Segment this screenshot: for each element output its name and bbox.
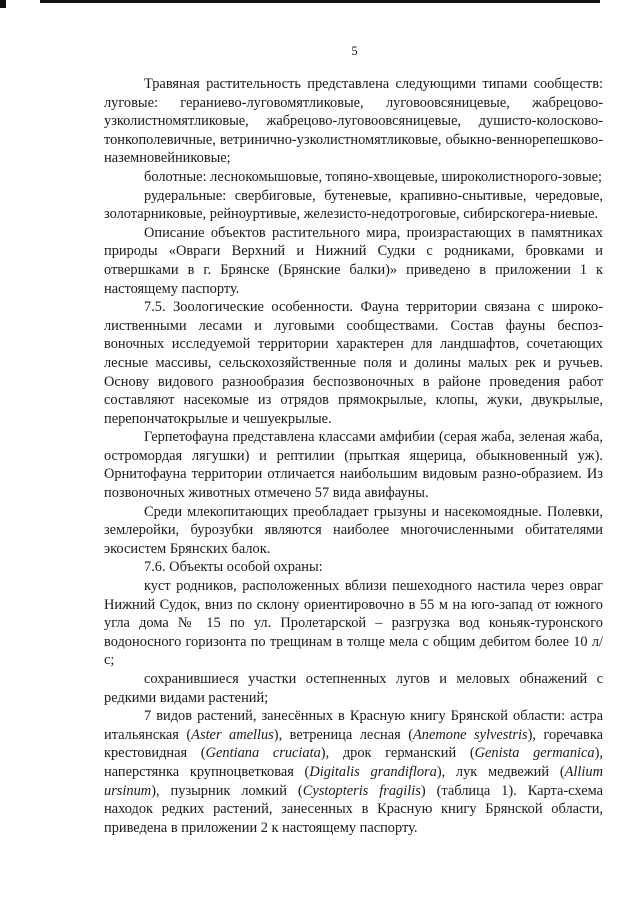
species-text: ), пузырник ломкий ( xyxy=(151,782,303,799)
species-text: ), наперстянка крупноцветковая ( xyxy=(104,745,604,780)
latin-name: Allium ursinum xyxy=(104,763,603,799)
paragraph-mammals: Среди млекопитающих преобладает грызуны и насекомоядные. Полевки, землеройки, бурозубки являются наиболее многочисленными обитателями экосистем Брянских балок. xyxy=(104,503,603,557)
species-text: ) (таблица 1). Карта-схема находок редких растений, занесенных в Красную книгу Брянской области, приведена в приложении 2 к настоящему паспорту. xyxy=(104,782,603,836)
paragraph-swamp-communities: болотные: леснокомышовые, топяно-хвощевые, широколистнорого-зовые; xyxy=(144,168,603,185)
latin-name: Digitalis grandiflora xyxy=(309,763,437,780)
paragraph-steppe-meadows: сохранившиеся участки остепненных лугов и меловых обнажений с редкими видами растений; xyxy=(104,671,603,706)
paragraph-ruderal-communities: рудеральные: свербиговые, бутеневые, крапивно-снытивые, чередовые, золотарниковые, рейноуртивые, железисто-недотроговые, сибирскогера-ниевые. xyxy=(104,187,603,223)
species-text: ), горечавка крестовидная ( xyxy=(104,726,603,762)
document-page xyxy=(104,44,603,837)
scan-top-edge xyxy=(40,0,600,3)
scan-corner-mark xyxy=(0,0,6,8)
latin-name: Cystopteris fragilis xyxy=(302,782,421,799)
latin-name: Gentiana cruciata xyxy=(205,745,321,762)
paragraph-herpetofauna: Герпетофауна представлена классами амфибии (серая жаба, зеленая жаба, остромордая лягушки) и рептилии (прыткая ящерица, обыкновенный уж). Орнитофауна территории отличается наибольшим видовым разно-образием. Из позвоночных животных отмечено 57 вида авифауны. xyxy=(104,429,603,502)
page-number: 5 xyxy=(351,44,358,58)
paragraph-flora-description: Описание объектов растительного мира, произрастающих в памятниках природы «Овраги Верхний и Нижний Судки с родниками, бровками и отвершками в г. Брянске (Брянские балки)» приведено в приложении 1 к настоящему паспорту. xyxy=(104,224,603,297)
species-text: ), дрок германский ( xyxy=(320,745,475,762)
paragraph-grass-vegetation: Травяная растительность представлена следующими типами сообществ: луговые: гераниево-луговомятликовые, луговоовсяницевые, жабрецово-узколистномятликовые, жабрецово-луговоовсяницевые, душисто-колосково-тонкополевичные, ветринично-узколистномятликовые, обыкно-веннорепешково-наземновейниковые; xyxy=(104,76,603,167)
paragraph-red-book-species xyxy=(104,707,603,837)
latin-name: Genista germanica xyxy=(474,745,595,762)
latin-name: Aster amellus xyxy=(191,726,274,743)
paragraph-protected-objects-heading: 7.6. Объекты особой охраны: xyxy=(144,559,323,576)
paragraph-springs: куст родников, расположенных вблизи пешеходного настила через овраг Нижний Судок, вниз по склону ориентировочно в 55 м на юго-запад от южного угла дома № 15 по ул. Пролетарской – разгрузка вод коньяк-туронского водоносного горизонта по трещинам в толще мела с общим дебитом более 10 л/с; xyxy=(104,578,603,669)
latin-name: Anemone sylvestris xyxy=(413,726,528,743)
paragraph-zoological-features: 7.5. Зоологические особенности. Фауна территории связана с широко-лиственными лесами и луговыми сообществами. Состав фауны беспоз-воночных исследуемой территории характерен для ландшафтов, сочетающих лесные массивы, сельскохозяйственные поля и долины малых рек и ручьев. Основу видового разнообразия беспозвоночных в районе проведения работ составляют насекомые из отрядов прямокрылые, клопы, жуки, двукрылые, перепончатокрылые и чешуекрылые. xyxy=(104,299,603,427)
species-text: 7 видов растений, занесённых в Красную книгу Брянской области: астра итальянская ( xyxy=(104,708,603,743)
species-text: ), лук медвежий ( xyxy=(436,763,565,780)
species-text: ), ветреница лесная ( xyxy=(273,726,414,743)
